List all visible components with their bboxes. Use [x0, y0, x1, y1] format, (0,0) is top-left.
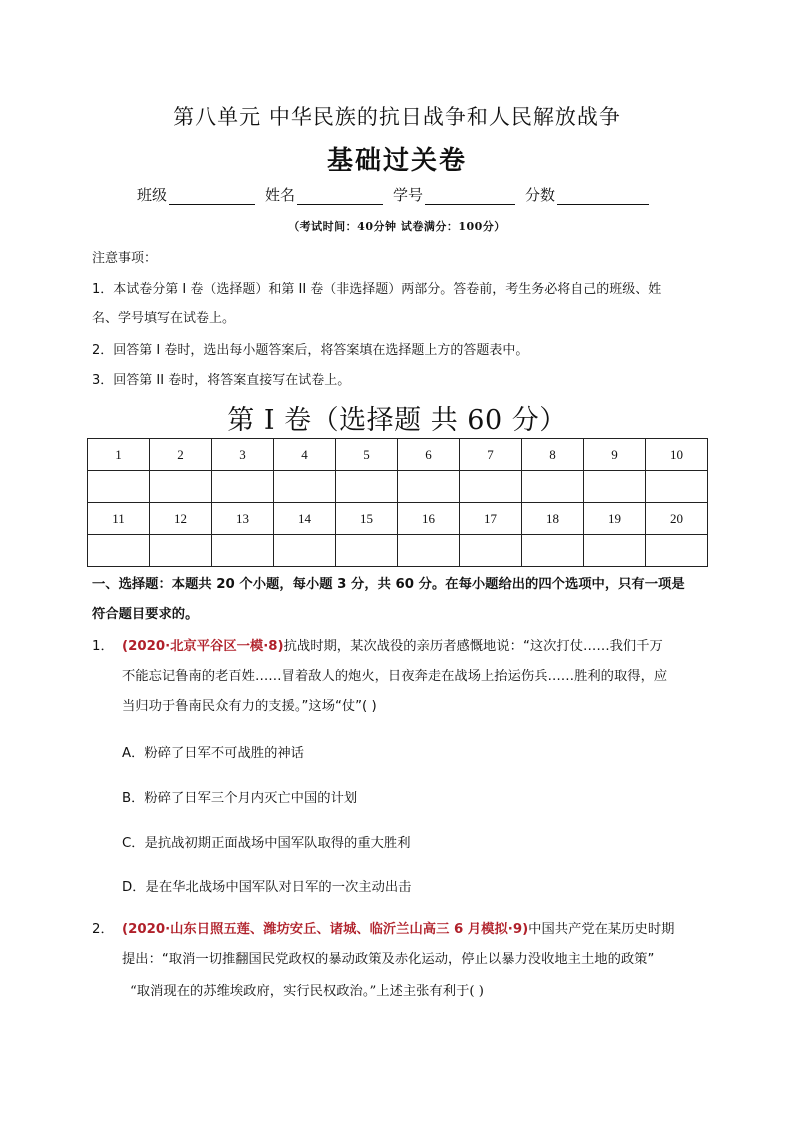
answer-blank-cell[interactable]	[460, 471, 522, 503]
answer-number-cell: 13	[212, 503, 274, 535]
answer-number-cell: 8	[522, 439, 584, 471]
q2-line2: 提出：“取消一切推翻国民党政权的暴动政策及赤化运动，停止以暴力没收地主土地的政策”	[122, 952, 655, 967]
answer-blank-cell[interactable]	[336, 535, 398, 567]
student-id-blank[interactable]	[425, 187, 515, 205]
answer-blank-cell[interactable]	[584, 535, 646, 567]
answer-blank-cell[interactable]	[150, 535, 212, 567]
q2-number: 2．	[92, 922, 114, 937]
student-id-label: 学号	[393, 186, 424, 204]
score-field[interactable]	[525, 184, 649, 205]
answer-number-cell: 5	[336, 439, 398, 471]
exam-info: （考试时间：40分钟 试卷满分：100分）	[288, 220, 506, 233]
answer-number-cell: 9	[584, 439, 646, 471]
answer-blank-cell[interactable]	[646, 471, 708, 503]
q1-option-d[interactable]: D．是在华北战场中国军队对日军的一次主动出击	[122, 880, 412, 895]
answer-number-cell: 4	[274, 439, 336, 471]
class-blank[interactable]	[169, 187, 255, 205]
answer-number-cell: 3	[212, 439, 274, 471]
score-blank[interactable]	[557, 187, 649, 205]
answer-blank-cell[interactable]	[398, 471, 460, 503]
q1-option-a[interactable]: A．粉碎了日军不可战胜的神话	[122, 746, 304, 761]
answer-blank-cell[interactable]	[212, 535, 274, 567]
answer-number-cell: 14	[274, 503, 336, 535]
notice-item-1-cont: 名、学号填写在试卷上。	[92, 311, 236, 326]
name-label: 姓名	[265, 186, 296, 204]
answer-blank-cell[interactable]	[88, 471, 150, 503]
paper-subtitle: 基础过关卷	[326, 146, 467, 176]
answer-blank-cell[interactable]	[522, 535, 584, 567]
unit-title: 第八单元 中华民族的抗日战争和人民解放战争	[173, 105, 621, 129]
q2-line3: “取消现在的苏维埃政府，实行民权政治。”上述主张有利于( )	[130, 984, 484, 999]
q1-line2: 不能忘记鲁南的老百姓……冒着敌人的炮火，日夜奔走在战场上抬运伤兵……胜利的取得，应	[122, 669, 668, 684]
notice-item-1: 1．本试卷分第 I 卷（选择题）和第 II 卷（非选择题）两部分。答卷前，考生务必将自己的班级、姓	[92, 282, 662, 297]
part1-title: 第 I 卷（选择题 共 60 分）	[227, 405, 567, 436]
answer-blank-row	[88, 471, 708, 503]
answer-blank-cell[interactable]	[460, 535, 522, 567]
student-id-field[interactable]	[393, 184, 515, 205]
q1-line3: 当归功于鲁南民众有力的支援。”这场“仗”( )	[122, 699, 377, 714]
answer-blank-cell[interactable]	[584, 471, 646, 503]
q1-number: 1．	[92, 639, 114, 654]
answer-blank-row	[88, 535, 708, 567]
answer-number-cell: 1	[88, 439, 150, 471]
answer-number-cell: 19	[584, 503, 646, 535]
q1-option-b[interactable]: B．粉碎了日军三个月内灭亡中国的计划	[122, 791, 358, 806]
class-field[interactable]	[137, 184, 255, 205]
answer-number-cell: 6	[398, 439, 460, 471]
answer-number-cell: 12	[150, 503, 212, 535]
answer-blank-cell[interactable]	[336, 471, 398, 503]
answer-number-cell: 16	[398, 503, 460, 535]
q1-source: (2020·北京平谷区一模·8)	[122, 639, 284, 654]
answer-number-cell: 10	[646, 439, 708, 471]
student-info-fields	[137, 184, 659, 205]
name-field[interactable]	[265, 184, 383, 205]
answer-number-row	[88, 503, 708, 535]
section1-line1: 一、选择题：本题共 20 个小题，每小题 3 分，共 60 分。在每小题给出的四个选项中，只有一项是	[92, 577, 685, 592]
answer-blank-cell[interactable]	[398, 535, 460, 567]
answer-number-cell: 17	[460, 503, 522, 535]
answer-blank-cell[interactable]	[646, 535, 708, 567]
answer-number-cell: 2	[150, 439, 212, 471]
answer-blank-cell[interactable]	[274, 535, 336, 567]
q2-source: (2020·山东日照五莲、潍坊安丘、诸城、临沂兰山高三 6 月模拟·9)	[122, 922, 529, 937]
q2-text-start: 中国共产党在某历史时期	[528, 922, 675, 937]
score-label: 分数	[525, 186, 556, 204]
q1-line1	[122, 632, 722, 662]
answer-grid	[87, 438, 708, 567]
q1-option-c[interactable]: C．是抗战初期正面战场中国军队取得的重大胜利	[122, 836, 411, 851]
answer-number-row	[88, 439, 708, 471]
notice-item-2: 2．回答第 I 卷时，选出每小题答案后，将答案填在选择题上方的答题表中。	[92, 343, 529, 358]
answer-number-cell: 15	[336, 503, 398, 535]
answer-blank-cell[interactable]	[274, 471, 336, 503]
section1-line2: 符合题目要求的。	[92, 607, 199, 622]
notice-item-3: 3．回答第 II 卷时，将答案直接写在试卷上。	[92, 373, 351, 388]
class-label: 班级	[137, 186, 168, 204]
answer-blank-cell[interactable]	[212, 471, 274, 503]
answer-number-cell: 11	[88, 503, 150, 535]
answer-blank-cell[interactable]	[150, 471, 212, 503]
answer-number-cell: 7	[460, 439, 522, 471]
section1-instructions	[92, 570, 712, 630]
notice-heading: 注意事项：	[92, 251, 158, 266]
answer-number-cell: 20	[646, 503, 708, 535]
q2-line1	[122, 915, 722, 945]
answer-blank-cell[interactable]	[88, 535, 150, 567]
answer-number-cell: 18	[522, 503, 584, 535]
name-blank[interactable]	[297, 187, 383, 205]
answer-blank-cell[interactable]	[522, 471, 584, 503]
q1-text-start: 抗战时期，某次战役的亲历者感慨地说：“这次打仗……我们千万	[283, 639, 663, 654]
